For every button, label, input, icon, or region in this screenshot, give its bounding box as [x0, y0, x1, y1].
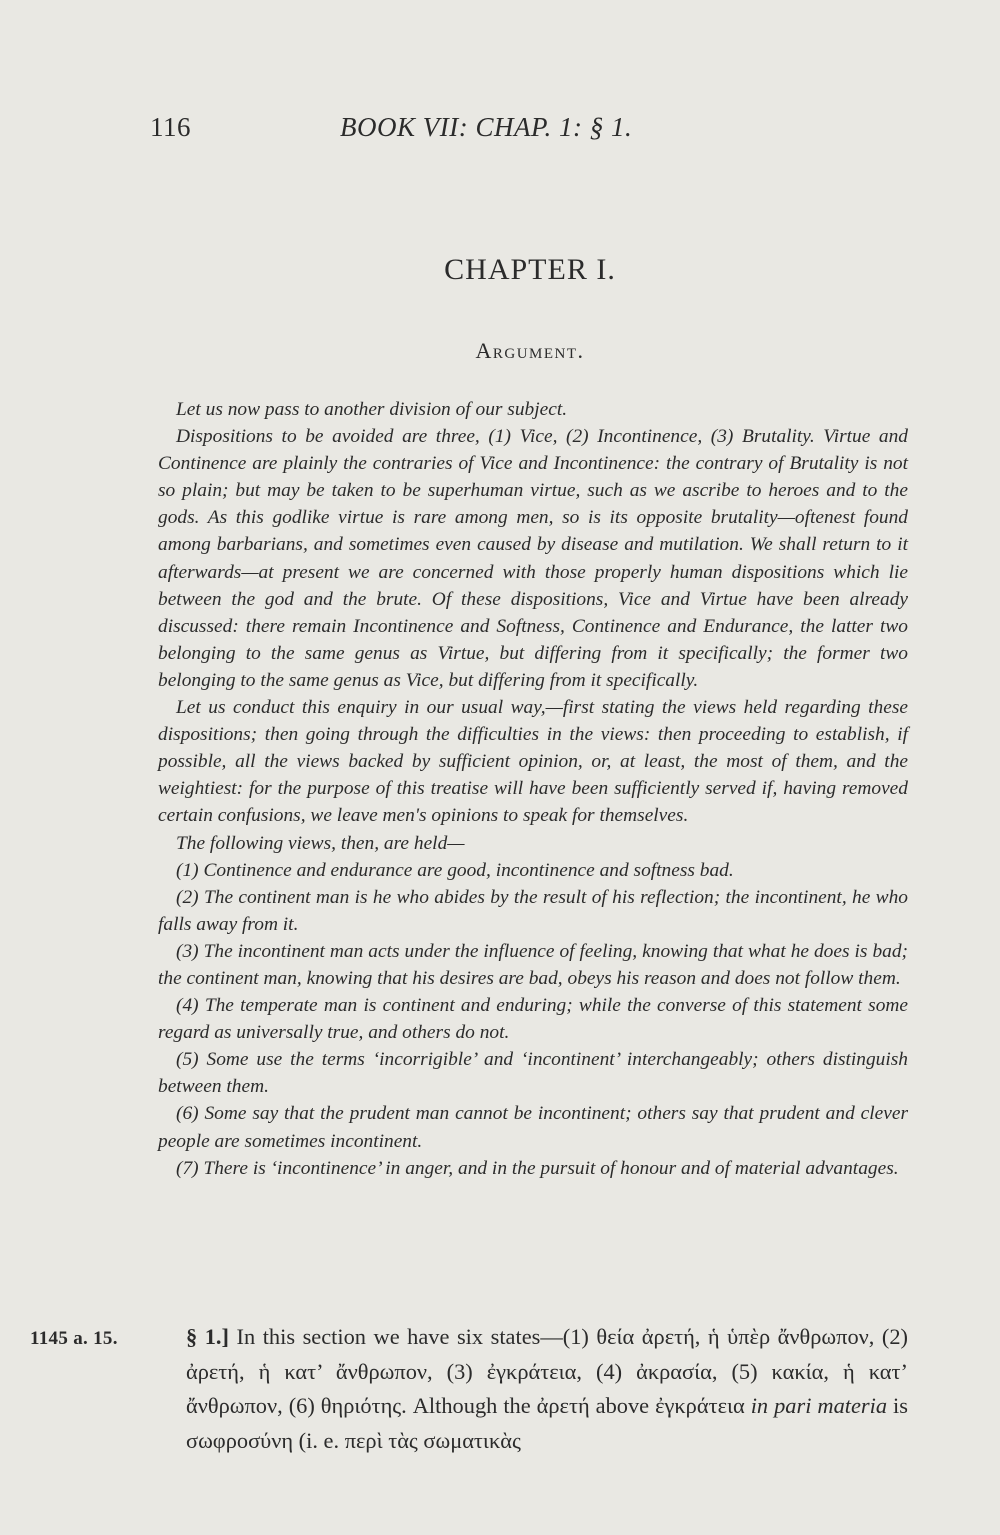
commentary-paragraph [186, 1320, 908, 1458]
view-item: (3) The incontinent man acts under the influence of feeling, knowing that what he does is bad; the continent man, knowing that his desires are bad, obeys his reason and does not follow them. [158, 940, 908, 989]
argument-block [158, 396, 908, 1182]
chapter-title: CHAPTER I. [444, 253, 616, 286]
commentary-text: is σωφροσύνη (i. e. περὶ τὰς σωματικὰς [186, 1393, 908, 1453]
commentary-block [186, 1320, 908, 1458]
running-head [150, 112, 910, 152]
argument-paragraph: The following views, then, are held— [176, 832, 465, 854]
section-mark: § 1.] [186, 1324, 229, 1349]
commentary-italic: in pari materia [750, 1393, 888, 1418]
view-item: (6) Some say that the prudent man cannot be incontinent; others say that prudent and clever people are sometimes incontinent. [158, 1103, 908, 1152]
running-title: BOOK VII: CHAP. 1: § 1. [340, 112, 633, 142]
view-item: (7) There is ‘incontinence’ in anger, and in the pursuit of honour and of material advantages. [176, 1157, 899, 1179]
argument-paragraph: Let us conduct this enquiry in our usual way,—first stating the views held regarding these dispositions; then going through the difficulties in the views: then proceeding to establish, if possible, all the views backed by sufficient opinion, or, at least, the most of them, and the weightiest: for the purpose of this treatise will have been sufficiently served if, having removed certain confusions, we leave men's opinions to speak for themselves. [158, 697, 908, 827]
view-item: (4) The temperate man is continent and enduring; while the converse of this statement some regard as universally true, and others do not. [158, 995, 908, 1044]
view-item: (2) The continent man is he who abides by the result of his reflection; the incontinent, he who falls away from it. [158, 886, 908, 935]
argument-paragraph: Dispositions to be avoided are three, (1) Vice, (2) Incontinence, (3) Brutality. Virtue and Continence are plainly the contraries of Vice and Incontinence: the contrary of Brutality is not so plain; but may be taken to be superhuman virtue, such as we ascribe to heroes and to the gods. As this godlike virtue is rare among men, so is its opposite brutality—oftenest found among barbarians, and sometimes even caused by disease and mutilation. We shall return to it afterwards—at present we are concerned with those properly human dispositions which lie between the god and the brute. Of these dispositions, Vice and Virtue have been already discussed: there remain Incontinence and Softness, Continence and Endurance, the latter two belonging to the same genus as Virtue, but differing from it specifically; the former two belonging to the same genus as Vice, but differing from it specifically. [158, 426, 908, 691]
argument-paragraph: Let us now pass to another division of our subject. [176, 399, 568, 420]
commentary-text: In this section we have six states—(1) θεία ἀρετή, ἡ ὑπὲρ ἄνθρωπον, (2) ἀρετή, ἡ κατ’ ἄνθρωπον, (3) ἐγκράτεια, (4) ἀκρασία, (5) κακία, ἡ κατ’ ἄνθρωπον, (6) θηριότης. Although the ἀρετή above ἐγκράτεια [186, 1324, 909, 1418]
margin-reference: 1145 a. 15. [30, 1328, 118, 1349]
view-item: (1) Continence and endurance are good, incontinence and softness bad. [176, 859, 734, 881]
page-number: 116 [150, 112, 191, 142]
argument-heading: Argument. [475, 338, 585, 363]
view-item: (5) Some use the terms ‘incorrigible’ and ‘incontinent’ interchangeably; others distinguish between them. [158, 1049, 908, 1098]
